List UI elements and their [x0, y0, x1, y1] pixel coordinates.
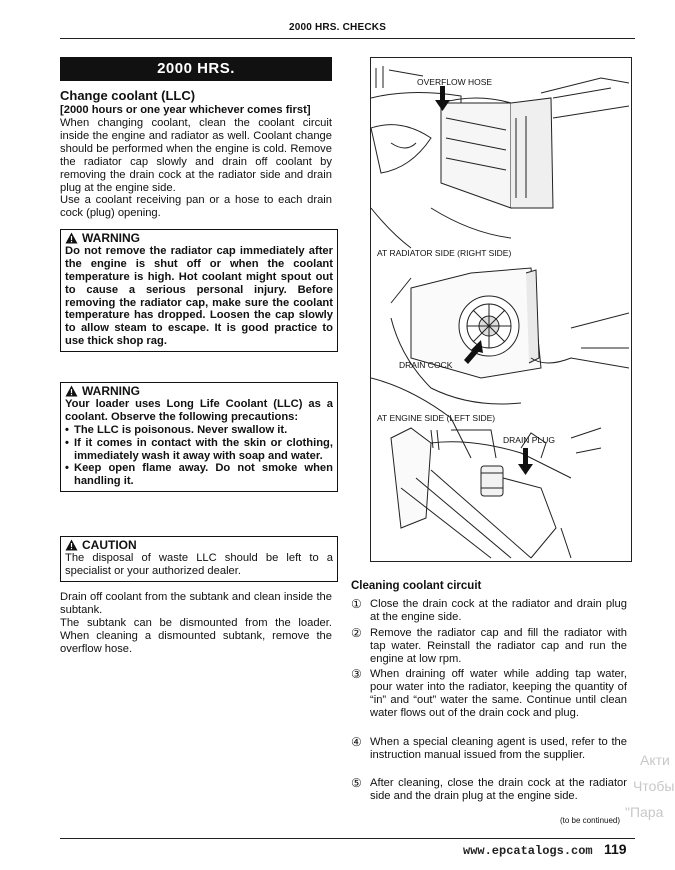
caution-text: The disposal of waste LLC should be left to a specialist or your authorized dealer.: [65, 551, 333, 577]
warning-triangle-icon: [65, 385, 78, 397]
header-rule: [60, 38, 635, 39]
warning-box-llc: [60, 382, 338, 492]
intro-paragraph-2: Use a coolant receiving pan or a hose to each drain cock (plug) opening.: [60, 194, 332, 219]
section-title: Change coolant (LLC): [60, 88, 196, 103]
list-item: • Keep open flame away. Do not smoke when handling it.: [65, 462, 333, 488]
caution-box: [60, 536, 338, 582]
warning-text: Do not remove the radiator cap immediately after the engine is shut off or when the coolant temperature is high. Hot coolant might spout out to cause a serious personal injury. Before removing the radiator cap, make sure the coolant temperature has dropped. Loosen the cap slowly to allow steam to escape. It is good practice to use thick shop rag.: [65, 244, 333, 348]
warning-title: WARNING: [82, 231, 140, 245]
step-number: ①: [351, 597, 362, 611]
footer-site[interactable]: www.epcatalogs.com: [463, 844, 593, 858]
step-text: When a special cleaning agent is used, refer to the instruction manual issued from the supplier.: [370, 736, 627, 761]
continued-note: (to be continued): [560, 816, 621, 825]
label-drain-plug: DRAIN PLUG: [503, 435, 555, 445]
list-item: • The LLC is poisonous. Never swallow it.: [65, 423, 288, 436]
step-text: After cleaning, close the drain cock at the radiator side and the drain plug at the engine side.: [370, 777, 627, 802]
warning-intro: Your loader uses Long Life Coolant (LLC) as a coolant. Observe the following precautions:: [65, 397, 333, 423]
list-item: [351, 598, 627, 624]
step-text: Close the drain cock at the radiator and drain plug at the engine side.: [370, 598, 627, 623]
watermark-text: Чтобы: [633, 778, 675, 794]
procedure-title: Cleaning coolant circuit: [351, 580, 482, 592]
step-number: ④: [351, 735, 362, 749]
list-item: [351, 627, 627, 666]
warning-triangle-icon: [65, 232, 78, 244]
illustration-overflow-hose: [371, 58, 629, 559]
watermark-text: Акти: [640, 752, 670, 768]
list-item: • If it comes in contact with the skin or clothing, immediately wash it away with soap and water.: [65, 436, 333, 462]
step-text: When draining off water while adding tap water, pour water into the radiator, keeping the quantity of “in” and “out” water the same. Continue until clean water flows out of the drain cock and plug.: [370, 668, 627, 719]
step-number: ⑤: [351, 776, 362, 790]
list-item: [351, 668, 627, 720]
step-text: Remove the radiator cap and fill the radiator with tap water. Reinstall the radiator cap and run the engine at low rpm.: [370, 627, 627, 665]
warning-title: WARNING: [82, 384, 140, 398]
page-number: 119: [604, 841, 627, 857]
interval-note: [2000 hours or one year whichever comes first]: [60, 104, 311, 116]
caution-title: CAUTION: [82, 538, 137, 552]
footer-rule: [60, 838, 635, 839]
caption-radiator-side: AT RADIATOR SIDE (RIGHT SIDE): [377, 248, 512, 258]
subtank-paragraph-2: The subtank can be dismounted from the loader. When cleaning a dismounted subtank, remove the overflow hose.: [60, 617, 332, 655]
intro-paragraph-1: When changing coolant, clean the coolant circuit inside the engine and radiator as well. Coolant change should be performed when the engine is cold. Remove the radiator cap slowly and drain off coolant by removing the drain cock at the radiator side and drain plug at the engine side.: [60, 117, 332, 194]
page-header: 2000 HRS. CHECKS: [288, 22, 387, 33]
warning-box-radiator-cap: [60, 229, 338, 352]
list-item: [351, 736, 627, 762]
watermark-text: "Пара: [625, 804, 664, 820]
label-drain-cock: DRAIN COCK: [399, 360, 453, 370]
caution-triangle-icon: [65, 539, 78, 551]
list-item: [351, 777, 627, 803]
section-bar-title: 2000 HRS.: [60, 57, 332, 81]
caption-engine-side: AT ENGINE SIDE (LEFT SIDE): [377, 413, 496, 423]
label-overflow-hose: OVERFLOW HOSE: [417, 77, 493, 87]
coolant-drain-figure: [370, 57, 632, 562]
step-number: ②: [351, 626, 362, 640]
step-number: ③: [351, 667, 362, 681]
subtank-paragraph-1: Drain off coolant from the subtank and clean inside the subtank.: [60, 591, 332, 616]
